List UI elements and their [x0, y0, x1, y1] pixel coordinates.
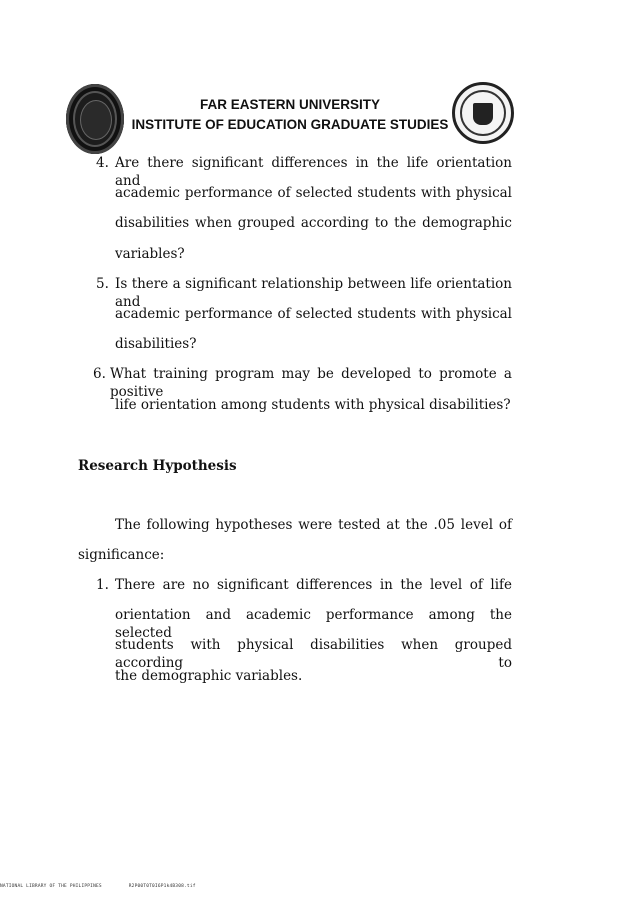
university-seal-right-icon: [452, 82, 514, 144]
hypothesis-1-number: 1.: [96, 577, 109, 593]
hypothesis-1-line-3: students with physical disabilities when grouped according to: [115, 637, 512, 671]
question-4-number: 4.: [96, 155, 109, 171]
section-heading: Research Hypothesis: [78, 458, 237, 474]
question-5-line-1: Is there a significant relationship between life orientation and: [115, 276, 512, 310]
university-seal-left-icon: [66, 84, 124, 154]
question-5-number: 5.: [96, 276, 109, 292]
hypothesis-intro-line-1: The following hypotheses were tested at the .05 level of: [115, 517, 512, 533]
question-4-line-4: variables?: [115, 246, 185, 262]
footer-file-id: R2P00T0T0I6P1k4B308.tif: [128, 884, 196, 889]
question-5-line-2: academic performance of selected students with physical: [115, 306, 512, 322]
hypothesis-1-line-2: orientation and academic performance among the selected: [115, 607, 512, 641]
question-4-line-2: academic performance of selected students with physical: [115, 185, 512, 201]
question-6-line-1: What training program may be developed to promote a positive: [110, 366, 512, 400]
question-5-line-3: disabilities?: [115, 336, 197, 352]
hypothesis-intro-line-2: significance:: [78, 547, 165, 563]
question-6-line-2: life orientation among students with physical disabilities?: [115, 397, 511, 413]
question-4-line-3: disabilities when grouped according to the demographic: [115, 215, 512, 231]
question-6-number: 6.: [93, 366, 106, 382]
hypothesis-1-line-1: There are no significant differences in the level of life: [115, 577, 512, 593]
footer-library: NATIONAL LIBRARY OF THE PHILIPPINES: [0, 884, 102, 889]
scan-footer: [0, 884, 220, 889]
university-name: FAR EASTERN UNIVERSITY: [199, 97, 381, 112]
page-header: [130, 95, 450, 135]
question-4-line-1: Are there significant differences in the life orientation and: [115, 155, 512, 189]
hypothesis-1-line-4: the demographic variables.: [115, 668, 303, 684]
institute-name: INSTITUTE OF EDUCATION GRADUATE STUDIES: [131, 117, 449, 132]
